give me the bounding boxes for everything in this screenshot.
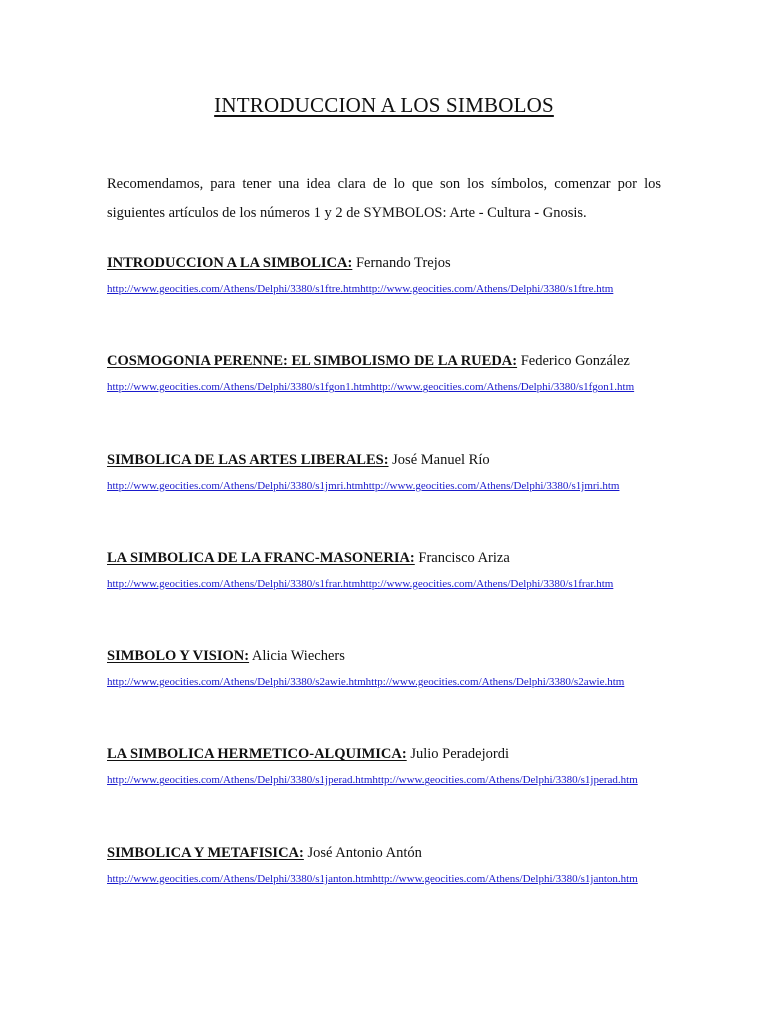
article-author: Alicia Wiechers bbox=[251, 648, 345, 665]
article-heading bbox=[107, 841, 661, 865]
article-link[interactable]: http://www.geocities.com/Athens/Delphi/3380/s1jmri.htmhttp://www.geocities.com/Athens/Delphi/3380/s1jmri.htm bbox=[107, 479, 620, 492]
article-heading bbox=[107, 448, 661, 472]
article-author: Fernando Trejos bbox=[355, 255, 451, 271]
article-author: Julio Peradejordi bbox=[410, 746, 509, 763]
article-entry bbox=[107, 349, 661, 447]
article-author: José Manuel Río bbox=[392, 451, 490, 468]
article-title: SIMBOLICA DE LAS ARTES LIBERALES: bbox=[107, 451, 389, 468]
article-entry bbox=[107, 251, 661, 349]
article-heading bbox=[107, 742, 661, 766]
article-entry bbox=[107, 841, 661, 939]
article-title: INTRODUCCION A LA SIMBOLICA: bbox=[107, 255, 353, 271]
article-author: Francisco Ariza bbox=[418, 549, 510, 566]
article-link[interactable]: http://www.geocities.com/Athens/Delphi/3380/s1fgon1.htmhttp://www.geocities.com/Athens/Delphi/3380/s1fgon1.htm bbox=[107, 381, 635, 394]
article-link[interactable]: http://www.geocities.com/Athens/Delphi/3380/s2awie.htmhttp://www.geocities.com/Athens/Delphi/3380/s2awie.htm bbox=[107, 676, 625, 689]
article-title: SIMBOLO Y VISION: bbox=[107, 648, 250, 665]
article-entry bbox=[107, 448, 661, 546]
article-title: LA SIMBOLICA DE LA FRANC-MASONERIA: bbox=[107, 549, 415, 566]
document-title: INTRODUCCION A LOS SIMBOLOS bbox=[214, 93, 554, 117]
article-title: SIMBOLICA Y METAFISICA: bbox=[107, 844, 304, 861]
article-entry bbox=[107, 644, 661, 742]
article-list bbox=[107, 251, 661, 939]
article-link[interactable]: http://www.geocities.com/Athens/Delphi/3380/s1frar.htmhttp://www.geocities.com/Athens/Delphi/3380/s1frar.htm bbox=[107, 577, 614, 590]
article-heading bbox=[107, 546, 661, 570]
article-link[interactable]: http://www.geocities.com/Athens/Delphi/3380/s1janton.htmhttp://www.geocities.com/Athens/Delphi/3380/s1janton.htm bbox=[107, 872, 638, 885]
article-entry bbox=[107, 742, 661, 840]
article-title: COSMOGONIA PERENNE: EL SIMBOLISMO DE LA RUEDA: bbox=[107, 353, 518, 370]
article-author: José Antonio Antón bbox=[307, 844, 422, 861]
article-title: LA SIMBOLICA HERMETICO-ALQUIMICA: bbox=[107, 746, 407, 763]
intro-paragraph: Recomendamos, para tener una idea clara de lo que son los símbolos, comenzar por los siguientes artículos de los números 1 y 2 de SYMBOLOS: Arte - Cultura - Gnosis. bbox=[107, 176, 661, 221]
article-heading bbox=[107, 251, 661, 275]
article-author: Federico González bbox=[520, 353, 630, 370]
article-link[interactable]: http://www.geocities.com/Athens/Delphi/3380/s1jperad.htmhttp://www.geocities.com/Athens/Delphi/3380/s1jperad.htm bbox=[107, 774, 638, 787]
article-entry bbox=[107, 546, 661, 644]
article-link[interactable]: http://www.geocities.com/Athens/Delphi/3380/s1ftre.htmhttp://www.geocities.com/Athens/Delphi/3380/s1ftre.htm bbox=[107, 283, 614, 295]
article-heading bbox=[107, 644, 661, 668]
article-heading bbox=[107, 349, 661, 373]
